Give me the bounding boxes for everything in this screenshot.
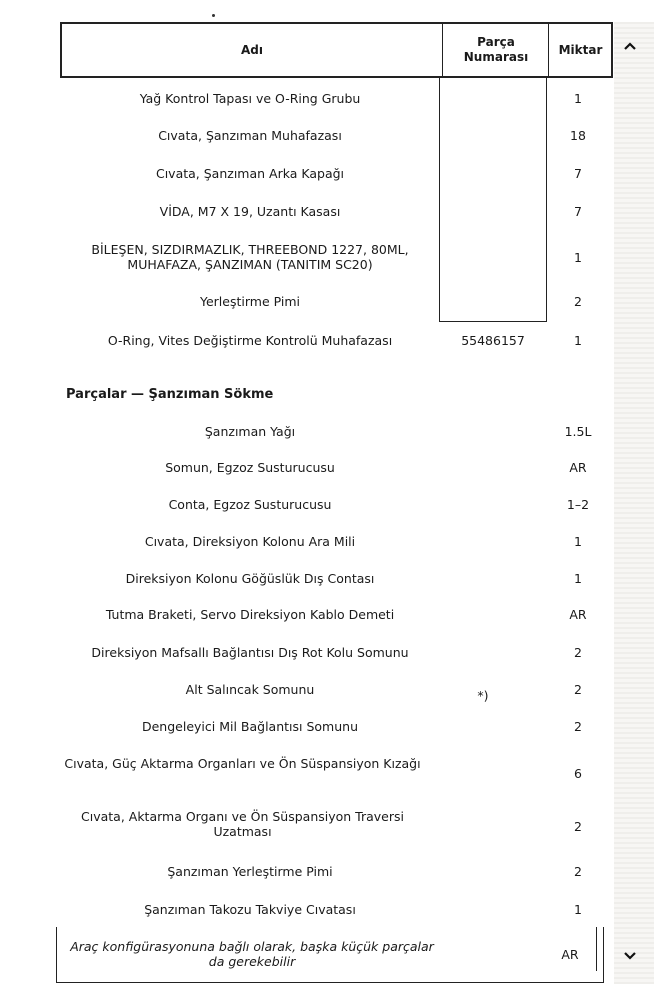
row-quantity: 2 xyxy=(574,719,582,734)
quantity-divider xyxy=(546,78,547,322)
row-quantity: 7 xyxy=(574,204,582,219)
row-name: Alt Salıncak Somunu xyxy=(185,682,315,697)
row-name: Şanzıman Yağı xyxy=(204,424,296,439)
row-name: Tutma Braketi, Servo Direksiyon Kablo Demeti xyxy=(105,607,395,622)
row-name: Dengeleyici Mil Bağlantısı Somunu xyxy=(141,719,358,734)
row-name: VİDA, M7 X 19, Uzantı Kasası xyxy=(159,204,341,219)
row-quantity: 6 xyxy=(574,766,582,781)
row-name: Somun, Egzoz Susturucusu xyxy=(165,460,335,475)
footer-quantity: AR xyxy=(561,947,579,962)
row-name: Yağ Kontrol Tapası ve O-Ring Grubu xyxy=(139,91,361,106)
row-quantity: 1 xyxy=(574,250,582,265)
chevron-up-icon xyxy=(623,41,637,51)
row-name: Direksiyon Mafsallı Bağlantısı Dış Rot Kolu Somunu xyxy=(91,645,409,660)
header-name: Adı xyxy=(241,42,263,57)
row-quantity: 1 xyxy=(574,571,582,586)
row-quantity: 2 xyxy=(574,645,582,660)
row-name: BİLEŞEN, SIZDIRMAZLIK, THREEBOND 1227, 80ML, MUHAFAZA, ŞANZIMAN (TANITIM SC20) xyxy=(91,242,409,272)
row-name: Şanzıman Yerleştirme Pimi xyxy=(167,864,333,879)
row-name: Cıvata, Aktarma Organı ve Ön Süspansiyon Traversi Uzatması xyxy=(81,809,404,839)
scrollbar[interactable] xyxy=(614,22,654,984)
row-quantity: 2 xyxy=(574,682,582,697)
header-part-number: Parça Numarası xyxy=(442,24,549,76)
row-name: Cıvata, Güç Aktarma Organları ve Ön Süspansiyon Kızağı xyxy=(64,756,421,771)
section-title: Parçalar — Şanzıman Sökme xyxy=(66,387,274,402)
speck xyxy=(212,14,215,17)
table-header xyxy=(60,22,613,78)
row-name: Conta, Egzoz Susturucusu xyxy=(168,497,332,512)
row-quantity: 1 xyxy=(574,333,582,348)
row-quantity: 7 xyxy=(574,166,582,181)
row-quantity: 1–2 xyxy=(566,497,590,512)
row-quantity: 1.5L xyxy=(564,424,592,439)
row-name: Cıvata, Şanzıman Arka Kapağı xyxy=(155,166,345,181)
part-number-column-box xyxy=(439,78,547,322)
header-quantity: Miktar xyxy=(548,24,612,76)
footer-note: Araç konfigürasyonuna bağlı olarak, başka küçük parçalar da gerekebilir xyxy=(70,939,434,969)
row-name: Direksiyon Kolonu Göğüslük Dış Contası xyxy=(125,571,375,586)
row-quantity: AR xyxy=(569,460,587,475)
row-name: Cıvata, Şanzıman Muhafazası xyxy=(158,128,342,143)
scroll-down-button[interactable] xyxy=(616,944,644,968)
row-quantity: 1 xyxy=(574,91,582,106)
row-quantity: 1 xyxy=(574,534,582,549)
row-quantity: 2 xyxy=(574,864,582,879)
chevron-down-icon xyxy=(623,951,637,961)
scroll-up-button[interactable] xyxy=(616,34,644,58)
row-quantity: 2 xyxy=(574,819,582,834)
row-quantity: 2 xyxy=(574,294,582,309)
footer-divider xyxy=(596,927,597,971)
row-quantity: 1 xyxy=(574,902,582,917)
row-name: Yerleştirme Pimi xyxy=(200,294,300,309)
row-name: Şanzıman Takozu Takviye Cıvatası xyxy=(144,902,356,917)
row-name: O-Ring, Vites Değiştirme Kontrolü Muhafazası xyxy=(107,333,393,348)
row-part-number: 55486157 xyxy=(461,333,525,348)
row-quantity: AR xyxy=(569,607,587,622)
row-part-number: *) xyxy=(477,688,489,703)
row-quantity: 18 xyxy=(570,128,586,143)
row-name: Cıvata, Direksiyon Kolonu Ara Mili xyxy=(144,534,356,549)
